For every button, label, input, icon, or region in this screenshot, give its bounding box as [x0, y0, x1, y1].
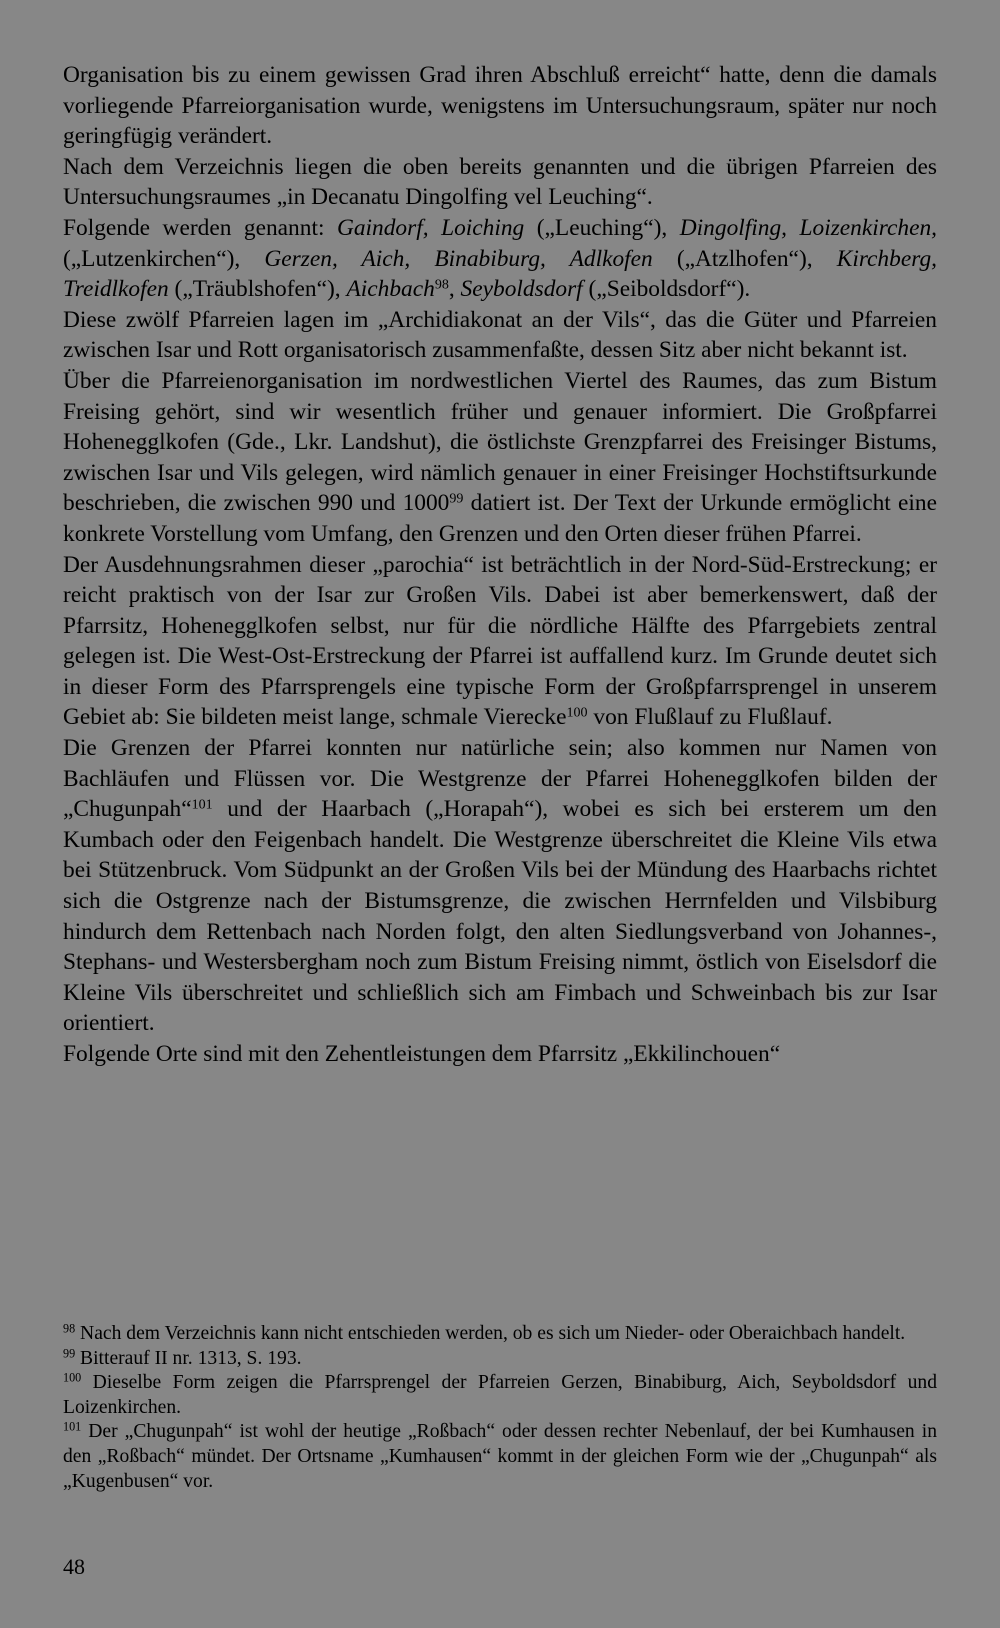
footnote-marker: 101 — [191, 796, 213, 813]
footnotes — [63, 1322, 937, 1494]
text-run: Der Ausdehnungsrahmen dieser „parochia“ ist beträchtlich in der Nord-Süd-Erstreckung; er reicht praktisch von der Isar zur Großen Vils. Dabei ist aber bemerkenswert, daß der Pfarrsitz, Hohenegglkofen selbst, nur für die nördliche Hälfte des Pfarrgebiets zentral gelegen ist. Die West-Ost-Erstreckung der Pfarrei ist auffallend kurz. Im Grunde deutet sich in dieser Form des Pfarrsprengels eine typische Form der Großpfarrsprengel in unserem Gebiet ab: Sie bildeten meist lange, schmale Vierecke — [63, 551, 937, 731]
text-run: Organisation bis zu einem gewissen Grad ihren Abschluß erreicht“ hatte, denn die damals vorliegende Pfarreiorganisation wurde, wenigstens im Untersuchungsraum, später nur noch geringfügig verändert. — [63, 62, 937, 150]
paragraph — [63, 1039, 937, 1070]
body-text — [63, 60, 937, 1070]
text-run: und der Haarbach („Horapah“), wobei es sich bei ersterem um den Kumbach oder den Feigenbach handelt. Die Westgrenze überschreitet die Kleine Vils etwa bei Stützenbruck. Vom Südpunkt an der Großen Vils bei der Mündung des Haarbachs richtet sich die Ostgrenze nach der Bistumsgrenze, die zwischen Herrnfelden und Vilsbiburg hindurch dem Rettenbach nach Norden folgt, den alten Siedlungsverband von Johannes-, Stephans- und Westersbergham noch zum Bistum Freising nimmt, östlich von Eiselsdorf die Kleine Vils überschreitet und schließlich sich am Fimbach und Schweinbach bis zur Isar orientiert. — [63, 796, 937, 1037]
footnote-text: Nach dem Verzeichnis kann nicht entschieden werden, ob es sich um Nieder- oder Oberaichbach handelt. — [80, 1323, 906, 1344]
place-name: Kirchberg, Treidlkofen — [63, 245, 937, 303]
paragraph — [63, 366, 937, 550]
footnote-marker: 98 — [434, 276, 449, 293]
page-number: 48 — [63, 1554, 85, 1579]
text-run: („Atzlhofen“), — [652, 245, 837, 272]
paragraph — [63, 152, 937, 213]
text-run: Diese zwölf Pfarreien lagen im „Archidiakonat an der Vils“, das die Güter und Pfarreien zwischen Isar und Rott organisatorisch zusammenfaßte, dessen Sitz aber nicht bekannt ist. — [63, 306, 937, 364]
footnote-text: Bitterauf II nr. 1313, S. 193. — [80, 1347, 302, 1369]
paragraph — [63, 213, 937, 305]
footnote-marker: 100 — [566, 704, 588, 721]
paragraph — [63, 733, 937, 1039]
footnote-number: 100 — [63, 1370, 82, 1385]
paragraph — [63, 550, 937, 734]
text-run: Über die Pfarreienorganisation im nordwestlichen Viertel des Raumes, das zum Bistum Freising gehört, sind wir wesentlich früher und genauer informiert. Die Großpfarrei Hohenegglkofen (Gde., Lkr. Landshut), die östlichste Grenzpfarrei des Freisinger Bistums, zwischen Isar und Vils gelegen, wird nämlich genauer in einer Freisinger Hochstiftsurkunde beschrieben, die zwischen 990 und 1000 — [63, 367, 937, 517]
footnote-number: 98 — [63, 1321, 76, 1336]
footnote — [63, 1322, 937, 1347]
text-run: Folgende werden genannt: — [63, 214, 337, 241]
place-name: Gerzen, Aich, Binabiburg, Adlkofen — [264, 245, 653, 272]
text-run: , — [448, 276, 461, 303]
paragraph — [63, 305, 937, 366]
text-run: von Flußlauf zu Flußlauf. — [587, 704, 833, 731]
text-run: („Seiboldsdorf“). — [582, 276, 751, 303]
footnote-marker: 99 — [449, 490, 464, 507]
text-run: Die Grenzen der Pfarrei konnten nur natürliche sein; also kommen nur Namen von Bachläufen und Flüssen vor. Die Westgrenze der Pfarrei Hohenegglkofen bilden der „Chugunpah“ — [63, 735, 937, 823]
text-run: Folgende Orte sind mit den Zehentleistungen dem Pfarrsitz „Ekkilinchouen“ — [63, 1041, 781, 1067]
place-name: Gaindorf, Loiching — [336, 214, 525, 241]
footnote-number: 101 — [63, 1419, 82, 1434]
footnote — [63, 1347, 937, 1372]
text-run: („Lutzenkirchen“), — [63, 245, 265, 272]
paragraph — [63, 60, 937, 152]
text-run: („Träublshofen“), — [168, 276, 347, 303]
footnote-text: Dieselbe Form zeigen die Pfarrsprengel der Pfarreien Gerzen, Binabiburg, Aich, Seyboldsdorf und Loizenkirchen. — [63, 1372, 937, 1418]
footnote-number: 99 — [63, 1345, 76, 1360]
place-name: Dingolfing, Loizenkirchen, — [679, 214, 937, 241]
place-name: Seyboldsdorf — [460, 276, 583, 303]
footnote-text: Der „Chugunpah“ ist wohl der heutige „Roßbach“ oder dessen rechter Nebenlauf, der bei Kumhausen in den „Roßbach“ mündet. Der Ortsname „Kumhausen“ kommt in der gleichen Form wie der „Chugunpah“ als „Kugenbusen“ vor. — [63, 1421, 938, 1492]
footnote — [63, 1371, 937, 1420]
text-run: datiert ist. Der Text der Urkunde ermöglicht eine konkrete Vorstellung vom Umfang, den Grenzen und den Orten dieser frühen Pfarrei. — [63, 490, 937, 547]
text-run: („Leuching“), — [524, 214, 680, 241]
footnote — [63, 1420, 937, 1494]
text-run: Nach dem Verzeichnis liegen die oben bereits genannten und die übrigen Pfarreien des Untersuchungsraumes „in Decanatu Dingolfing vel Leuching“. — [63, 153, 937, 211]
place-name: Aichbach — [346, 276, 435, 303]
